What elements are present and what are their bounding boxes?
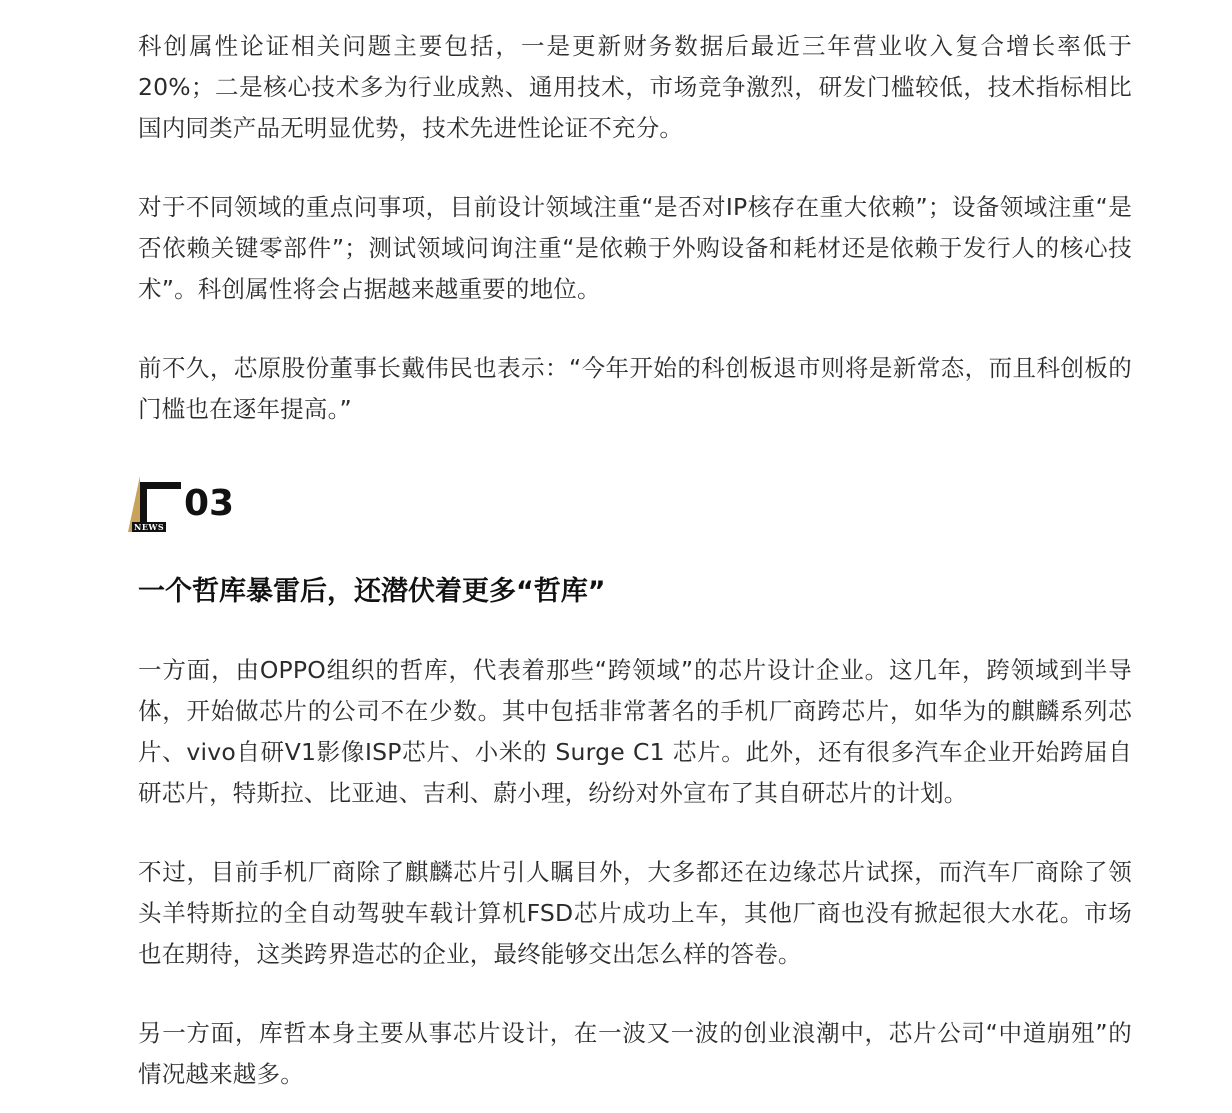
section-number: 03: [184, 483, 235, 524]
paragraph-cross-domain: 一方面，由OPPO组织的哲库，代表着那些“跨领域”的芯片设计企业。这几年，跨领域到半导体，开始做芯片的公司不在少数。其中包括非常著名的手机厂商跨芯片，如华为的麒麟系列芯片、vivo自研V1影像ISP芯片、小米的 Surge C1 芯片。此外，还有很多汽车企业开始跨届自研芯片，特斯拉、比亚迪、吉利、蔚小理，纷纷对外宣布了其自研芯片的计划。: [138, 656, 1132, 807]
paragraph-field-focus: 对于不同领域的重点问事项，目前设计领域注重“是否对IP核存在重大依赖”；设备领域注重“是否依赖关键零部件”；测试领域问询注重“是依赖于外购设备和耗材还是依赖于发行人的核心技术”。科创属性将会占据越来越重要的地位。: [138, 193, 1132, 303]
paragraph-quote-dai-weimin: 前不久，芯原股份董事长戴伟民也表示：“今年开始的科创板退市则将是新常态，而且科创板的门槛也在逐年提高。”: [138, 354, 1132, 423]
paragraph-phone-auto-makers: 不过，目前手机厂商除了麒麟芯片引人瞩目外，大多都还在边缘芯片试探，而汽车厂商除了领头羊特斯拉的全自动驾驶车载计算机FSD芯片成功上车，其他厂商也没有掀起很大水花。市场也在期待，这类跨界造芯的企业，最终能够交出怎么样的答卷。: [138, 858, 1132, 968]
paragraph-chip-collapse: 另一方面，库哲本身主要从事芯片设计，在一波又一波的创业浪潮中，芯片公司“中道崩殂”的情况越来越多。: [138, 1019, 1132, 1088]
section-heading: 一个哲库暴雷后，还潜伏着更多“哲库”: [138, 576, 606, 607]
badge-bracket-icon: [140, 482, 181, 527]
article-body: [134, 26, 1132, 1095]
section-number-badge: [134, 476, 338, 536]
paragraph-sci-tech-issues: 科创属性论证相关问题主要包括，一是更新财务数据后最近三年营业收入复合增长率低于20%；二是核心技术多为行业成熟、通用技术，市场竞争激烈，研发门槛较低，技术指标相比国内同类产品无明显优势，技术先进性论证不充分。: [138, 32, 1132, 142]
badge-news-label: NEWS: [134, 522, 165, 532]
